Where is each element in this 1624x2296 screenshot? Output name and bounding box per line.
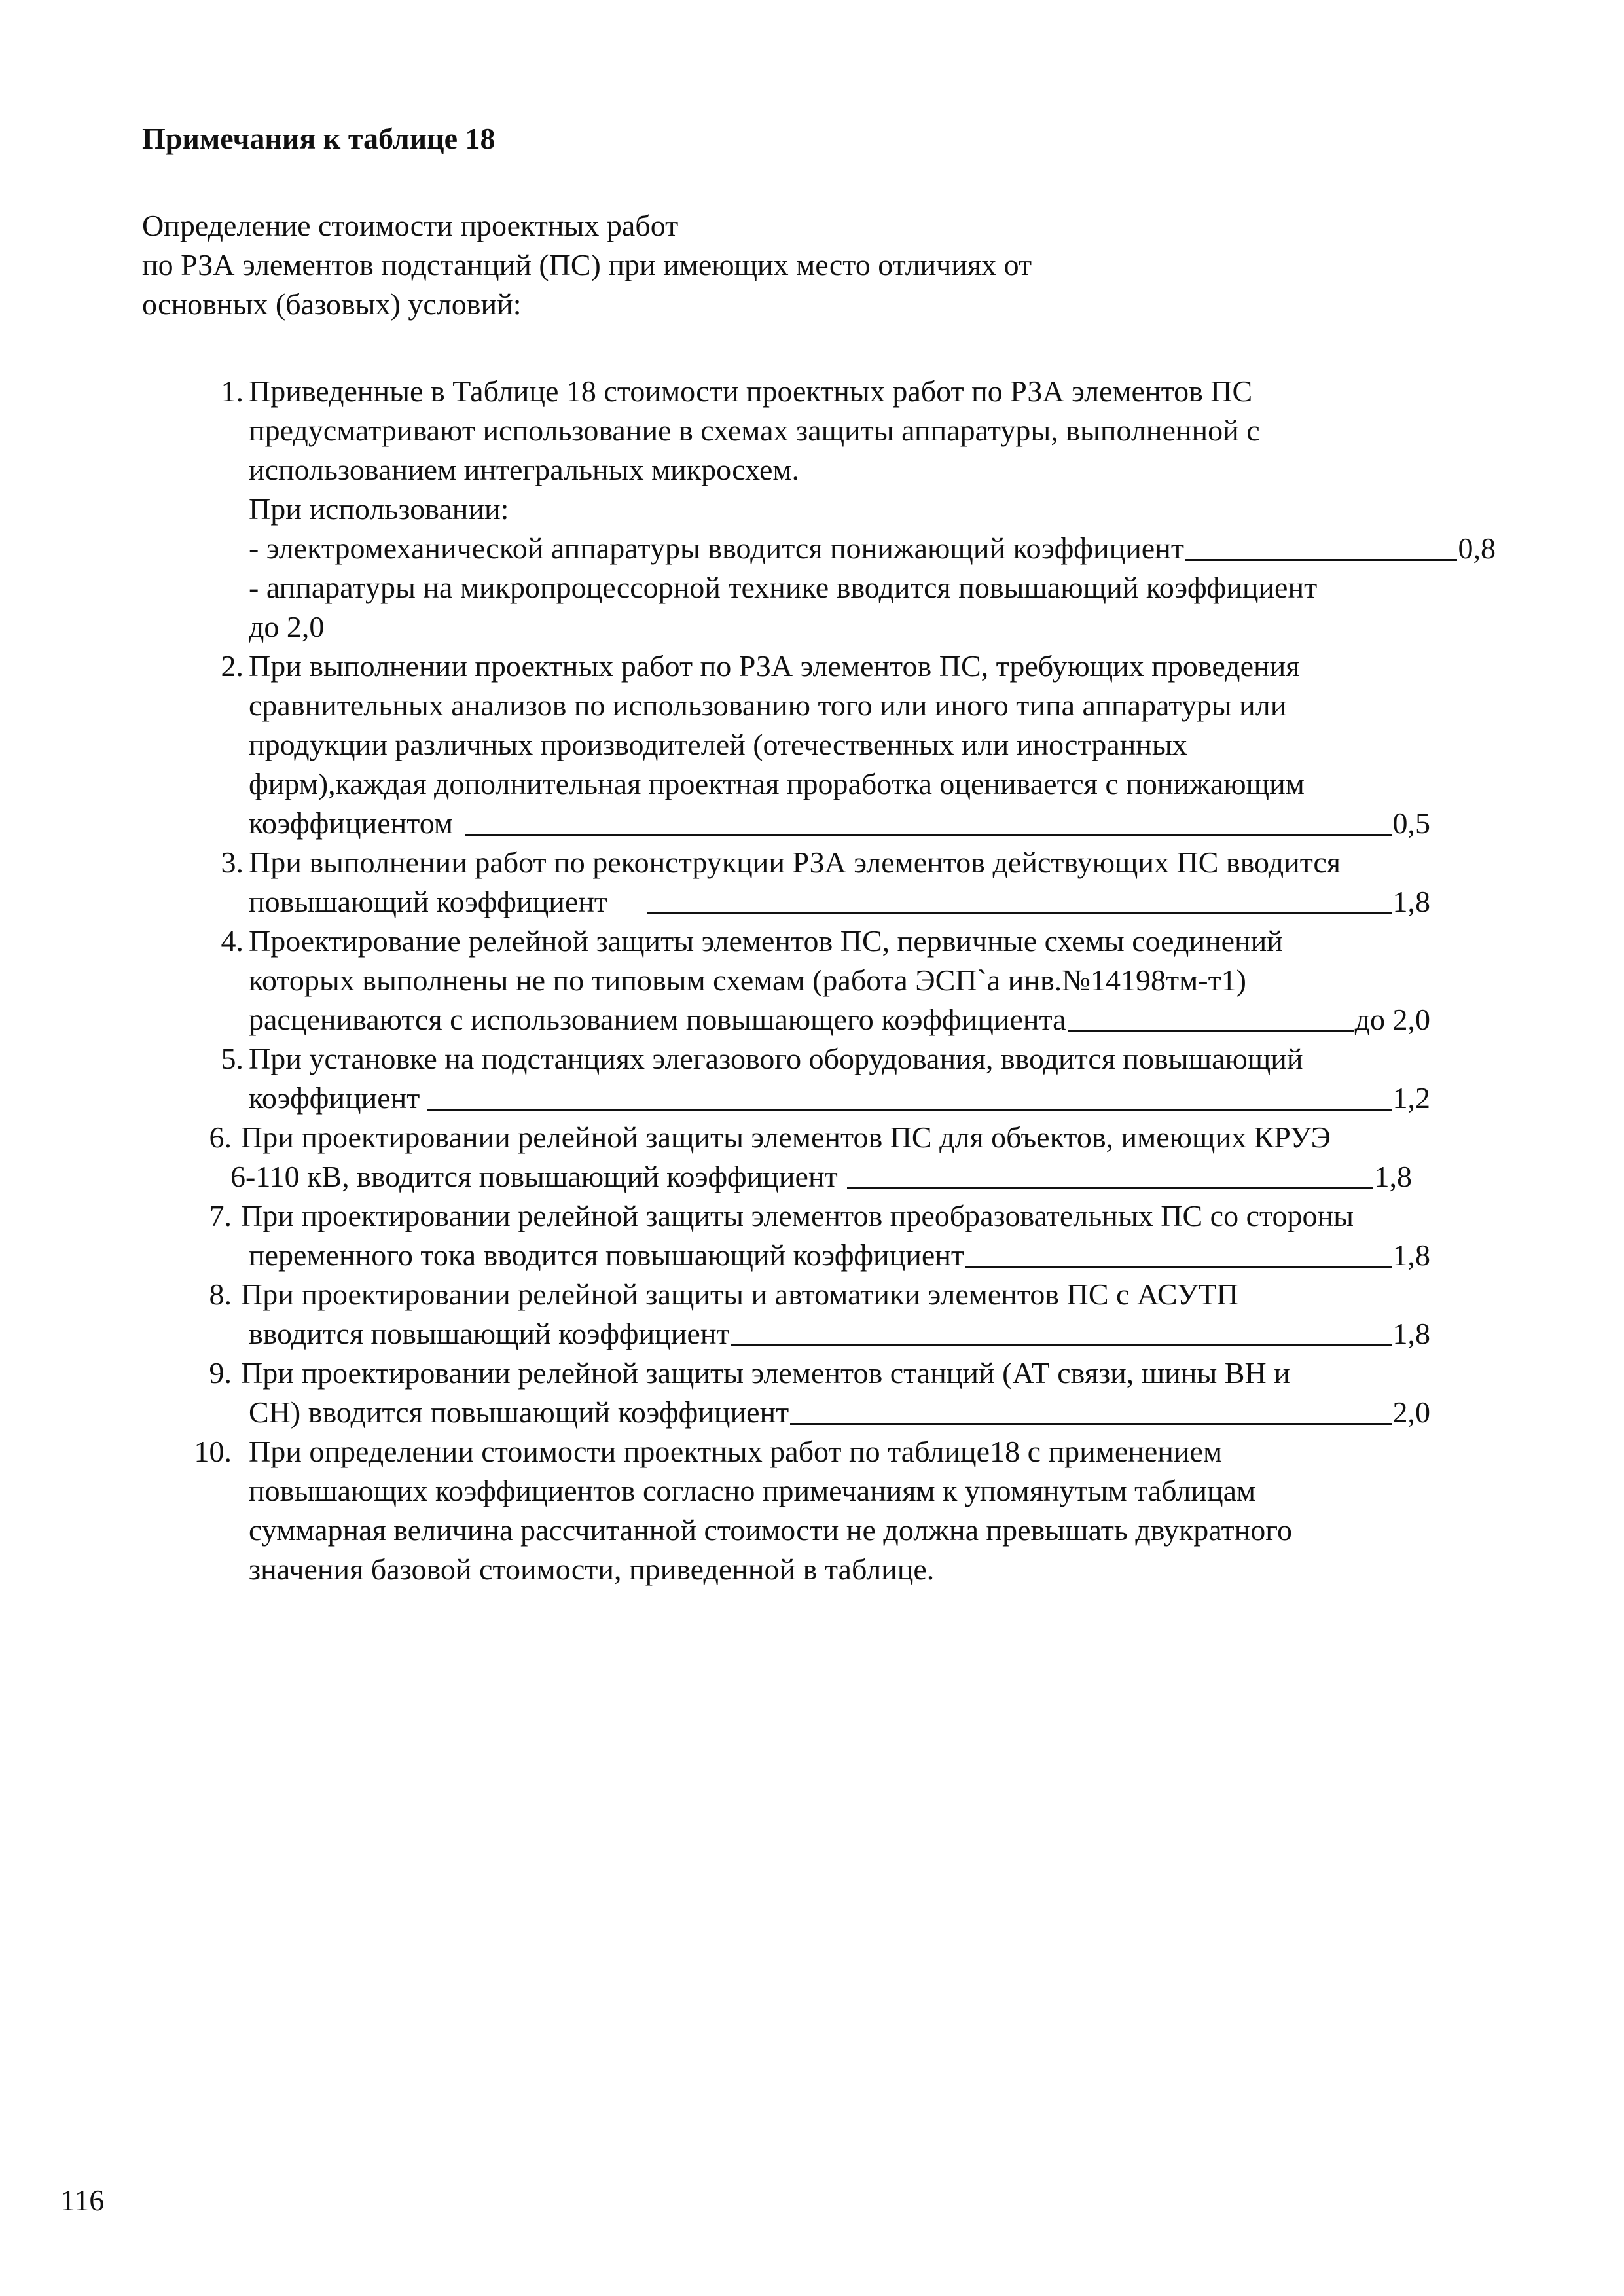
coefficient-line: [249, 882, 1430, 922]
note-item: [183, 647, 1479, 843]
note-line: которых выполнены не по типовым схемам (работа ЭСП`а инв.№14198тм-т1): [249, 963, 1246, 997]
note-line: значения базовой стоимости, приведенной в таблице.: [249, 1552, 935, 1586]
note-line: предусматривают использование в схемах защиты аппаратуры, выполненной с: [249, 414, 1260, 447]
note-line: При использовании:: [249, 492, 509, 526]
note-item: [183, 1432, 1479, 1589]
leader-line: [427, 1109, 1391, 1111]
coefficient-value: 0,5: [1392, 806, 1430, 840]
coefficient-line: [249, 1236, 1430, 1275]
note-item: [183, 1354, 1479, 1432]
coefficient-text: вводится повышающий коэффициент: [249, 1317, 730, 1350]
coefficient-text: 6-110 кВ, вводится повышающий коэффициент: [230, 1160, 838, 1193]
leader-line: [647, 912, 1392, 914]
coefficient-value: 1,8: [1374, 1160, 1412, 1193]
note-line: При определении стоимости проектных работ по таблице18 с применением: [249, 1435, 1223, 1468]
coefficient-value: 1,2: [1392, 1081, 1430, 1115]
intro-line: основных (базовых) условий:: [142, 287, 522, 321]
coefficient-line: [249, 1393, 1430, 1432]
note-number: 3.: [221, 846, 244, 879]
note-line: При проектировании релейной защиты элементов ПС для объектов, имеющих КРУЭ: [241, 1121, 1331, 1154]
note-item: [183, 1196, 1479, 1275]
note-item: [183, 1275, 1479, 1354]
coefficient-value: 2,0: [1392, 1395, 1430, 1429]
note-line: до 2,0: [249, 610, 325, 643]
coefficient-value: 0,8: [1458, 531, 1496, 565]
note-number: 1.: [221, 374, 244, 408]
note-number: 7.: [209, 1199, 232, 1232]
note-line: продукции различных производителей (отечественных или иностранных: [249, 728, 1187, 761]
page-number: 116: [60, 2183, 105, 2217]
coefficient-text: коэффициентом: [249, 806, 454, 840]
intro-line: по РЗА элементов подстанций (ПС) при имеющих место отличиях от: [142, 248, 1032, 281]
leader-line: [790, 1423, 1391, 1425]
leader-line: [731, 1344, 1392, 1346]
note-line: Приведенные в Таблице 18 стоимости проектных работ по РЗА элементов ПС: [249, 374, 1253, 408]
coefficient-text: - электромеханической аппаратуры вводится понижающий коэффициент: [249, 531, 1184, 565]
coefficient-text: СН) вводится повышающий коэффициент: [249, 1395, 789, 1429]
note-item: [183, 922, 1479, 1039]
note-item: [183, 1118, 1479, 1196]
note-line: При выполнении работ по реконструкции РЗА элементов действующих ПС вводится: [249, 846, 1341, 879]
note-number: 9.: [209, 1356, 232, 1390]
notes-list: [183, 372, 1496, 1589]
page-title: Примечания к таблице 18: [142, 122, 496, 155]
note-line: использованием интегральных микросхем.: [249, 453, 799, 486]
note-line: сравнительных анализов по использованию того или иного типа аппаратуры или: [249, 689, 1287, 722]
note-line: фирм),каждая дополнительная проектная проработка оценивается с понижающим: [249, 767, 1305, 800]
coefficient-value: до 2,0: [1354, 1003, 1430, 1036]
coefficient-line: [249, 1314, 1430, 1354]
note-number: 10.: [194, 1435, 232, 1468]
intro-paragraph: [142, 206, 1032, 324]
coefficient-line: [230, 1157, 1412, 1196]
coefficient-value: 1,8: [1392, 1238, 1430, 1272]
note-line: суммарная величина рассчитанной стоимости не должна превышать двукратного: [249, 1513, 1292, 1547]
note-number: 2.: [221, 649, 244, 683]
note-line: При выполнении проектных работ по РЗА элементов ПС, требующих проведения: [249, 649, 1300, 683]
note-number: 8.: [209, 1278, 232, 1311]
note-line: При установке на подстанциях элегазового оборудования, вводится повышающий: [249, 1042, 1303, 1075]
leader-line: [1185, 559, 1457, 561]
leader-line: [847, 1187, 1373, 1189]
leader-line: [1068, 1030, 1354, 1032]
coefficient-line: [249, 1000, 1430, 1039]
note-line: При проектировании релейной защиты элементов преобразовательных ПС со стороны: [241, 1199, 1354, 1232]
coefficient-line: [249, 529, 1496, 568]
coefficient-line: [249, 804, 1430, 843]
note-number: 5.: [221, 1042, 244, 1075]
coefficient-text: коэффициент: [249, 1081, 420, 1115]
coefficient-text: повышающий коэффициент: [249, 885, 607, 918]
note-item: [183, 843, 1479, 922]
coefficient-text: переменного тока вводится повышающий коэффициент: [249, 1238, 965, 1272]
note-line: - аппаратуры на микропроцессорной технике вводится повышающий коэффициент: [249, 571, 1318, 604]
coefficient-text: расцениваются с использованием повышающего коэффициента: [249, 1003, 1066, 1036]
note-number: 6.: [209, 1121, 232, 1154]
coefficient-value: 1,8: [1392, 1317, 1430, 1350]
note-number: 4.: [221, 924, 244, 958]
coefficient-line: [249, 1079, 1430, 1118]
leader-line: [965, 1266, 1391, 1268]
intro-line: Определение стоимости проектных работ: [142, 209, 679, 242]
note-line: повышающих коэффициентов согласно примечаниям к упомянутым таблицам: [249, 1474, 1256, 1507]
note-line: Проектирование релейной защиты элементов ПС, первичные схемы соединений: [249, 924, 1283, 958]
note-line: При проектировании релейной защиты элементов станций (АТ связи, шины ВН и: [241, 1356, 1290, 1390]
leader-line: [465, 834, 1391, 836]
coefficient-value: 1,8: [1392, 885, 1430, 918]
note-item: [183, 372, 1496, 647]
note-item: [183, 1039, 1479, 1118]
note-line: При проектировании релейной защиты и автоматики элементов ПС с АСУТП: [241, 1278, 1238, 1311]
